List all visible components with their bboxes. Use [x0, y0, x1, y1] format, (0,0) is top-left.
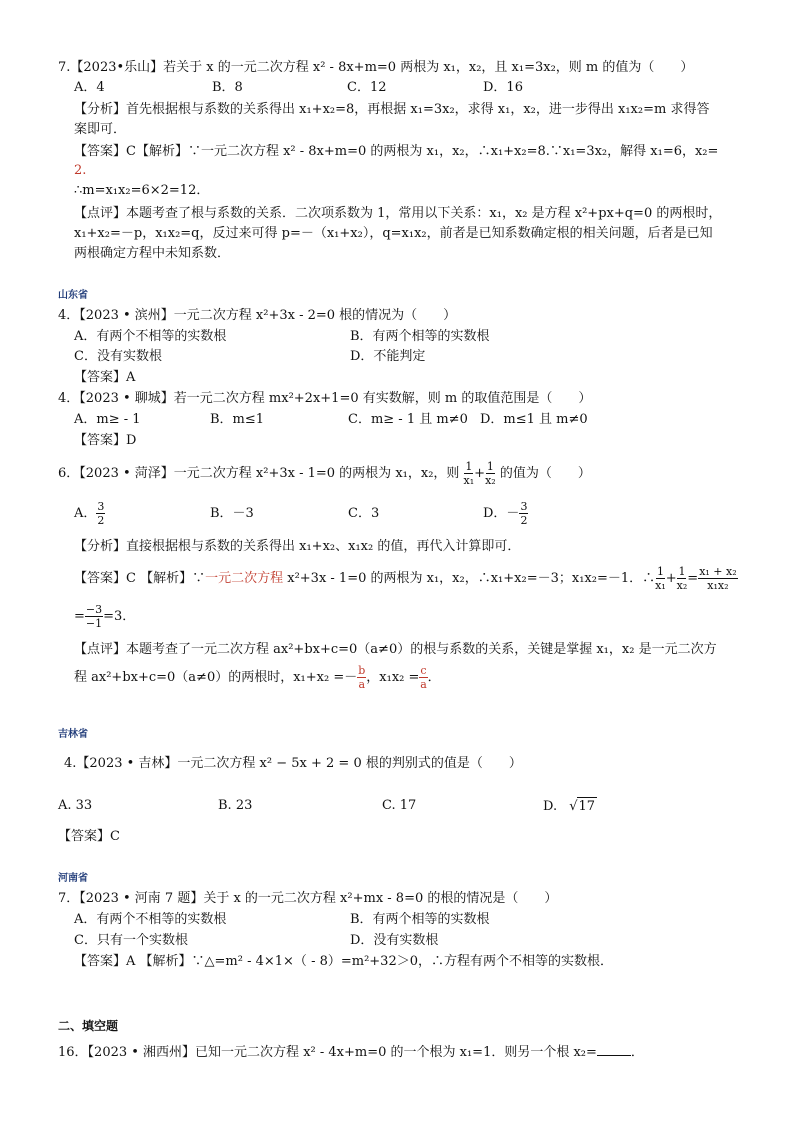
section-heading: 二、填空题	[58, 1019, 119, 1033]
option-b: B．8	[212, 80, 243, 95]
option-d: D．m≤1 且 m≠0	[480, 412, 588, 427]
highlight-text: 一元二次方程	[205, 571, 284, 586]
numerator: −3	[85, 603, 103, 616]
answer-text: 【答案】D	[74, 433, 137, 448]
province-heading: 河南省	[58, 873, 88, 884]
option-a: A. 33	[58, 798, 93, 813]
fraction	[677, 565, 688, 592]
answer-text: 【答案】A 【解析】∵△=m² - 4×1×（ - 8）=m²+32＞0，∴方程有两个不相等的实数根．	[74, 954, 613, 969]
stem-text: 的值为（ ）	[499, 466, 591, 481]
comment-body: 程 ax²+bx+c=0（a≠0）的两根时，x₁+x₂ =－	[74, 670, 358, 685]
answer-body: x²+3x - 1=0 的两根为 x₁，x₂，∴x₁+x₂=－3；x₁x₂=－1．∴	[283, 571, 656, 586]
comment-text: 两根确定方程中未知系数．	[74, 246, 231, 261]
answer-text: ∴m=x₁x₂=6×2=12．	[74, 183, 210, 198]
denominator: x₂	[485, 474, 496, 487]
option-d: D．不能判定	[350, 349, 426, 364]
comment-text: x₁+x₂=－p，x₁x₂=q，反过来可得 p=－（x₁+x₂），q=x₁x₂，前者是已知系数确定根的相关问题，后者是已知	[74, 226, 713, 241]
question-stem: 7．【2023 • 河南 7 题】关于 x 的一元二次方程 x²+mx - 8=0 的根的情况是（ ）	[58, 891, 558, 906]
fraction	[96, 500, 105, 527]
result-text: =3．	[103, 609, 136, 624]
option-label: D.	[543, 799, 558, 814]
fraction	[464, 460, 475, 487]
answer-text	[74, 603, 135, 631]
option-d: D．没有实数根	[350, 933, 439, 948]
stem-text: 6．【2023 • 菏泽】一元二次方程 x²+3x - 1=0 的两根为 x₁，x₂，则	[58, 466, 460, 481]
province-heading: 山东省	[58, 290, 88, 301]
numerator: 1	[656, 565, 664, 578]
numerator: 1	[486, 460, 494, 473]
question-stem: 6．【2023 • 菏泽】一元二次方程 x²+3x - 1=0 的两根为 x₁，x₂，则 $\frac{1}{\text{x₁}}$ + $\frac{1}{\text{x₂}}$ 的值为（ ）	[58, 460, 591, 487]
denominator: x₁	[463, 474, 475, 487]
question-stem: 4.【2023 • 吉林】一元二次方程 x² − 5x + 2 = 0 根的判别式的值是（ ）	[64, 756, 522, 771]
answer-text: 【答案】C	[58, 829, 120, 844]
answer-label: 【答案】C 【解析】∵	[74, 571, 206, 586]
comment-text: 【点评】本题考查了一元二次方程 ax²+bx+c=0（a≠0）的根与系数的关系，关键是掌握 x₁，x₂ 是一元二次方	[74, 642, 717, 657]
numerator: 3	[97, 500, 105, 513]
option-b: B. 23	[218, 798, 253, 813]
stem-text: 16．【2023 • 湘西州】已知一元二次方程 x² - 4x+m=0 的一个根为 x₁=1．则另一个根 x₂=	[58, 1045, 597, 1060]
denominator: 2	[97, 514, 105, 527]
option-b: B．－3	[210, 506, 254, 521]
option-b: B．有两个相等的实数根	[350, 329, 490, 344]
question-stem: 4．【2023 • 滨州】一元二次方程 x²+3x - 2=0 根的情况为（ ）	[58, 308, 457, 323]
answer-text: 【答案】C【解析】∵一元二次方程 x² - 8x+m=0 的两根为 x₁，x₂，∴x₁+x₂=8.∵x₁=3x₂，解得 x₁=6，x₂=	[74, 144, 719, 159]
denominator: a	[420, 678, 427, 691]
option-b: B．m≤1	[210, 412, 265, 427]
fraction	[357, 664, 366, 691]
question-stem	[58, 1042, 644, 1062]
comment-text: 【点评】本题考查了根与系数的关系．二次项系数为 1，常用以下关系：x₁，x₂ 是方程 x²+px+q=0 的两根时，	[74, 206, 722, 221]
fraction	[519, 500, 528, 527]
option-d	[483, 500, 528, 528]
comment-text	[74, 664, 441, 692]
analysis-text: 案即可．	[74, 122, 127, 137]
option-label: D．－	[483, 506, 520, 521]
comment-body: ．	[427, 670, 441, 685]
numerator: 1	[678, 565, 686, 578]
numerator: x₁ + x₂	[699, 565, 737, 578]
denominator: a	[358, 678, 366, 691]
option-a: A．有两个不相等的实数根	[74, 329, 227, 344]
option-c: C．3	[348, 506, 380, 521]
answer-text: 【答案】A	[74, 370, 136, 385]
equals-sign: =	[74, 609, 85, 624]
fraction	[655, 565, 666, 592]
numerator: 3	[520, 500, 528, 513]
sqrt-value: 17	[578, 799, 596, 814]
analysis-text: 【分析】首先根据根与系数的关系得出 x₁+x₂=8，再根据 x₁=3x₂，求得 x₁，x₂，进一步得出 x₁x₂=m 求得答	[74, 102, 710, 117]
denominator: x₁	[655, 579, 666, 592]
numerator: 1	[465, 460, 473, 473]
numerator: c	[420, 664, 427, 677]
option-c: C．只有一个实数根	[74, 933, 188, 948]
denominator: 2	[520, 514, 528, 527]
option-c: C．m≥ - 1 且 m≠0	[348, 412, 468, 427]
denominator: −1	[85, 617, 103, 630]
sqrt-icon: √	[569, 799, 578, 814]
comment-body: ，x₁x₂ =	[366, 670, 420, 685]
option-c: C．没有实数根	[74, 349, 162, 364]
denominator: x₁x₂	[707, 579, 729, 592]
question-stem: 7.【2023•乐山】若关于 x 的一元二次方程 x² - 8x+m=0 两根为 x₁，x₂，且 x₁=3x₂，则 m 的值为（ ）	[58, 60, 694, 75]
fraction	[85, 603, 103, 630]
stem-end: ．	[630, 1045, 644, 1060]
option-d	[543, 797, 597, 816]
answer-text: 2.	[74, 163, 87, 178]
question-stem: 4．【2023 • 聊城】若一元二次方程 mx²+2x+1=0 有实数解，则 m 的取值范围是（ ）	[58, 391, 592, 406]
answer-blank[interactable]	[597, 1042, 631, 1056]
fraction	[419, 664, 427, 691]
option-d: D．16	[483, 80, 523, 95]
option-a: A．m≥ - 1	[74, 412, 141, 427]
option-a	[74, 500, 105, 528]
option-a: A．有两个不相等的实数根	[74, 912, 227, 927]
option-c: C. 17	[382, 798, 417, 813]
province-heading: 吉林省	[58, 729, 88, 740]
numerator: b	[358, 664, 366, 677]
denominator: x₂	[676, 579, 688, 592]
option-c: C．12	[347, 80, 387, 95]
fraction	[698, 565, 737, 592]
analysis-text: 【分析】直接根据根与系数的关系得出 x₁+x₂、x₁x₂ 的值，再代入计算即可．	[74, 539, 521, 554]
option-label: A．	[74, 506, 97, 521]
option-b: B．有两个相等的实数根	[350, 912, 490, 927]
option-a: A．4	[74, 80, 105, 95]
answer-text: 【答案】C 【解析】∵一元二次方程 x²+3x - 1=0 的两根为 x₁，x₂，∴x₁+x₂=－3；x₁x₂=－1．∴ $\frac{1}{\text{x₁}}$ + $\frac{1}{\text{x₂}}$ = $\frac{\text{x₁ + x₂}}{\text{x₁x₂}}$	[74, 565, 737, 592]
fraction	[485, 460, 496, 487]
